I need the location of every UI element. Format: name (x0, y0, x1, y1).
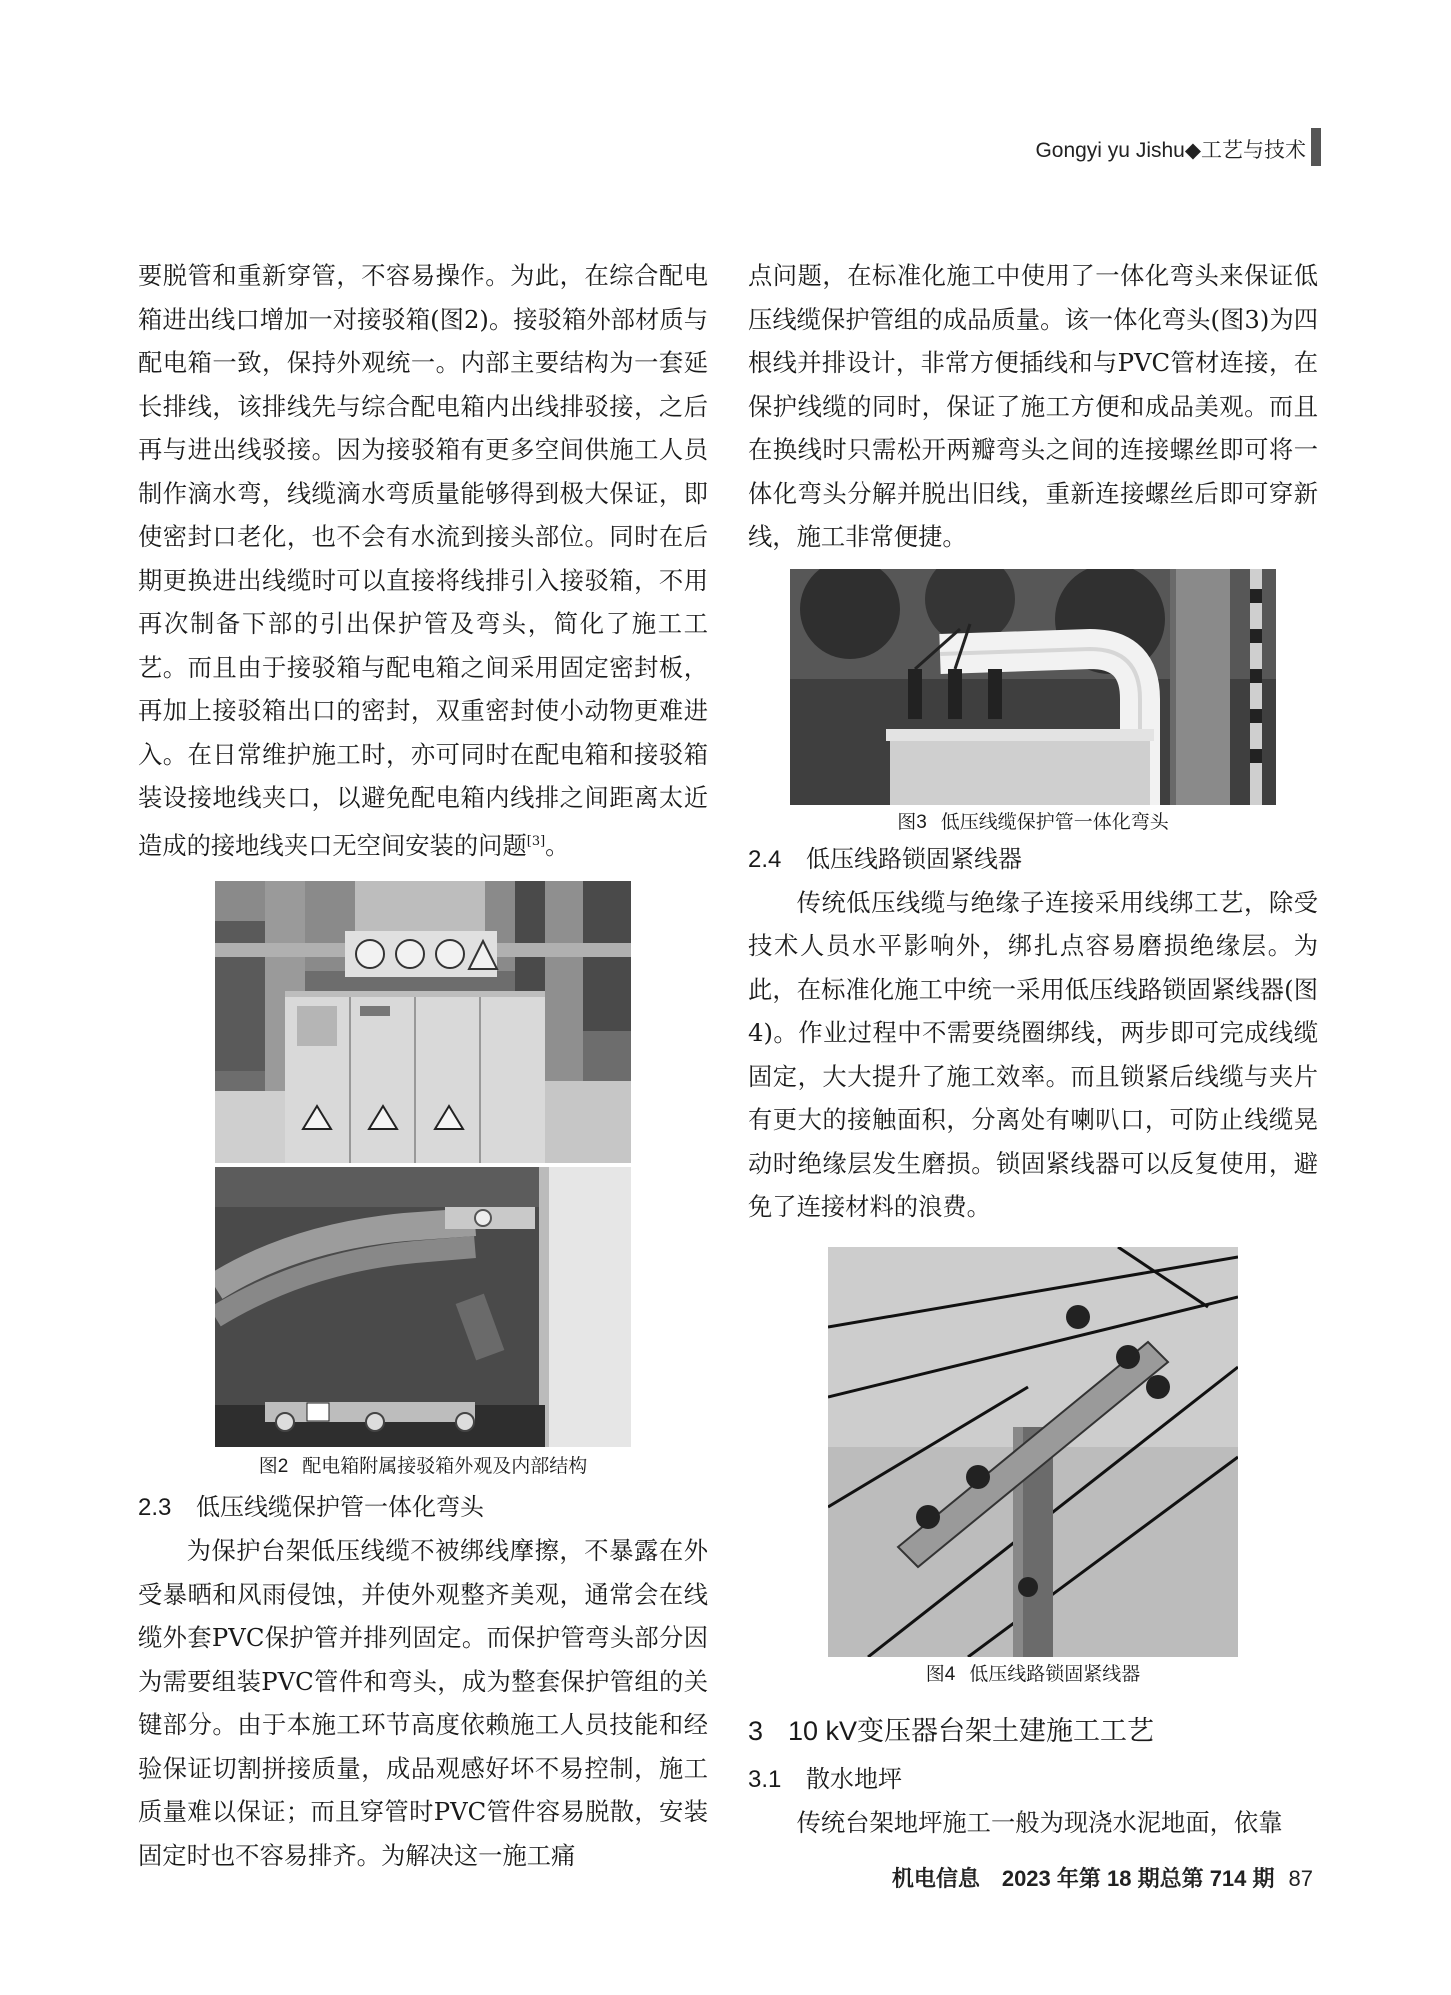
section-3-heading: 3 10 kV变压器台架土建施工工艺 (748, 1715, 1155, 1746)
wire-clamp-image (828, 1247, 1238, 1657)
journal-issue: 机电信息 2023 年第 18 期总第 714 期 (891, 1866, 1275, 1891)
right-column (748, 254, 1318, 1844)
header-bar (1311, 128, 1321, 166)
distribution-box-exterior-image (215, 881, 631, 1163)
junction-box-interior-image (215, 1167, 631, 1447)
citation-ref: [3] (526, 833, 546, 849)
page-number: 87 (1288, 1866, 1313, 1891)
left-paragraph-1: 要脱管和重新穿管，不容易操作。为此，在综合配电箱进出线口增加一对接驳箱(图2)。接驳箱外部材质与配电箱一致，保持外观统一。内部主要结构为一套延长排线，该排线先与综合配电箱内出线排驳接，之后再与进出线驳接。因为接驳箱有更多空间供施工人员制作滴水弯，线缆滴水弯质量能够得到极大保证，即使密封口老化，也不会有水流到接头部位。同时在后期更换进出线缆时可以直接将线排引入接驳箱，不用再次制备下部的引出保护管及弯头，简化了施工工艺。而且由于接驳箱与配电箱之间采用固定密封板，再加上接驳箱出口的密封，双重密封使小动物更难进入。在日常维护施工时，亦可同时在配电箱和接驳箱装设接地线夹口，以避免配电箱内线排之间距离太近造成的接地线夹口无空间安装的问题[3]。 (138, 261, 708, 860)
right-paragraph-2: 传统低压线缆与绝缘子连接采用线绑工艺，除受技术人员水平影响外，绑扎点容易磨损绝缘层。为此，在标准化施工中统一采用低压线路锁固紧线器(图4)。作业过程中不需要绕圈绑线，两步即可完成线缆固定，大大提升了施工效率。而且锁紧后线缆与夹片有更大的接触面积，分离处有喇叭口，可防止线缆晃动时绝缘层发生磨损。锁固紧线器可以反复使用，避免了连接材料的浪费。 (748, 887, 1318, 1221)
running-title: Gongyi yu Jishu◆工艺与技术 (1035, 139, 1306, 162)
figure-4-photo (828, 1247, 1238, 1657)
running-header (0, 128, 1451, 168)
figure-2-caption: 图2 配电箱附属接驳箱外观及内部结构 (258, 1456, 588, 1478)
section-2-3-heading: 2.3 低压线缆保护管一体化弯头 (138, 1494, 484, 1522)
section-3-1-heading: 3.1 散水地坪 (748, 1765, 902, 1793)
figure-4-caption: 图4 低压线路锁固紧线器 (925, 1663, 1141, 1685)
integrated-elbow-image (790, 569, 1276, 805)
right-paragraph-1: 点问题，在标准化施工中使用了一体化弯头来保证低压线缆保护管组的成品质量。该一体化弯头(图3)为四根线并排设计，非常方便插线和与PVC管材连接，在保护线缆的同时，保证了施工方便和成品美观。而且在换线时只需松开两瓣弯头之间的连接螺丝即可将一体化弯头分解并脱出旧线，重新连接螺丝后即可穿新线，施工非常便捷。 (748, 261, 1318, 551)
right-paragraph-3: 传统台架地坪施工一般为现浇水泥地面，依靠 (796, 1807, 1283, 1837)
figure-3-caption: 图3 低压线缆保护管一体化弯头 (897, 811, 1169, 833)
left-column (138, 254, 708, 1877)
figure-3-photo (790, 569, 1276, 805)
left-paragraph-2: 为保护台架低压线缆不被绑线摩擦，不暴露在外受暴晒和风雨侵蚀，并使外观整齐美观，通常会在线缆外套PVC保护管并排列固定。而保护管弯头部分因为需要组装PVC管件和弯头，成为整套保护管组的关键部分。由于本施工环节高度依赖施工人员技能和经验保证切割拼接质量，成品观感好坏不易控制，施工质量难以保证；而且穿管时PVC管件容易脱散，安装固定时也不容易排齐。为解决这一施工痛 (138, 1536, 708, 1870)
figure-2-photo-exterior (215, 881, 631, 1163)
figure-2-photo-interior (215, 1167, 631, 1447)
section-2-4-heading: 2.4 低压线路锁固紧线器 (748, 845, 1022, 873)
page-footer (892, 1862, 1313, 1893)
